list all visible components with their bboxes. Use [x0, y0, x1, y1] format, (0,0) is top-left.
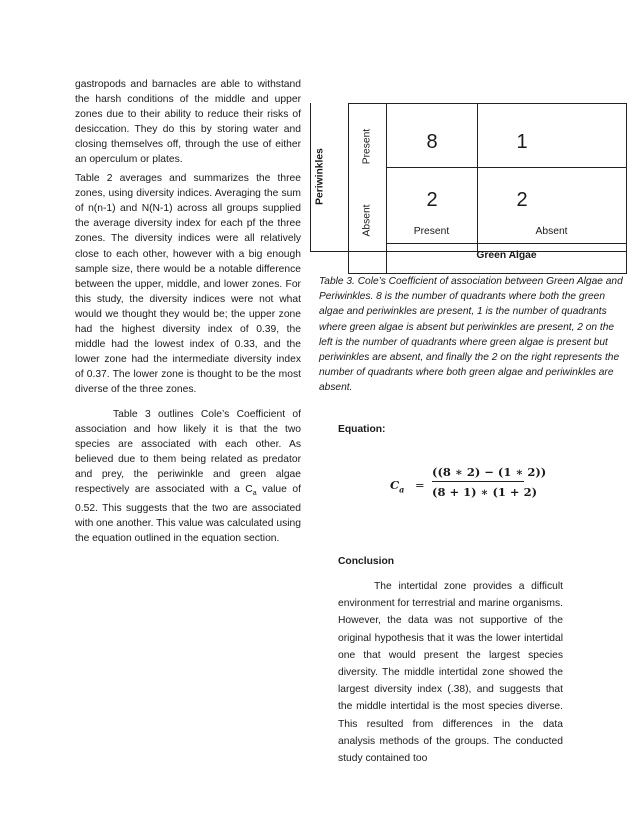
row-header-periwinkles: Periwinkles — [314, 148, 326, 205]
paragraph-desiccation: gastropods and barnacles are able to withstand the harsh conditions of the middle and upper zones due to their ability to reduce their risks of desiccation. They do this by storing water and closing themselves off, through the use of either an operculum or plates. — [75, 79, 301, 166]
table-caption: Table 3. Cole’s Coefficient of association between Green Algae and Periwinkles. 8 is the number of quadrants where both the green algae and periwinkles are present, 1 is the number of quadrants where green algae is absent but periwinkles are present, 2 on the left is the number of quadrants where green algae is present but periwinkles are absent, and finally the 2 on the right represents the number of quadrants where both green algae and periwinkles are absent. — [319, 276, 623, 394]
cell-present-present: 8 — [426, 131, 438, 153]
equation-numerator: ((8 ∗ 2) − (1 ∗ 2)) — [432, 465, 524, 482]
equation-equals: = — [415, 478, 425, 492]
equation-lhs: $C_a$ — [390, 478, 405, 495]
paragraph-table2-summary: Table 2 averages and summarizes the three zones, using diversity indices. Averaging the sum of n(n-1) and N(N-1) across all groups supplied the average diversity index for each pf the three zones. The diversity indices were all relatively close to each other, however with a big enough sample size, there would be a notable difference between the upper, middle, and lower zones. For this study, the diversity indices were not what would we thought they would be; the upper zone had the highest diversity index of 0.39, the middle had the lowest index of 0.33, and the lower zone had the intermediate diversity index of 0.37. The lower zone is thought to be the most diverse of the three zones. — [75, 173, 301, 395]
left-column — [75, 77, 301, 550]
cell-present-absent: 2 — [426, 189, 438, 211]
equation-denominator: (8 + 1) ∗ (1 + 2) — [432, 485, 538, 499]
col-header-green-algae: Green Algae — [476, 250, 537, 261]
equation-label: Equation: — [338, 424, 386, 435]
cell-absent-present: 1 — [516, 131, 528, 153]
row-label-present: Present — [361, 128, 373, 165]
col-label-present: Present — [413, 226, 450, 237]
paragraph-table3-summary: Table 3 outlines Cole’s Coefficient of association and how likely it is that the two species are associated with each other. As believed due to them being related as predator and prey, the periwinkle and green algae respectively are associated with a $C_a$ value of 0.52. This suggests that the two are associated with one another. This value was calculated using the equation outlined in the equation section. — [75, 408, 301, 545]
coles-coefficient-table — [310, 103, 627, 273]
row-label-absent: Absent — [361, 204, 373, 237]
conclusion-heading: Conclusion — [338, 556, 395, 567]
col-label-absent: Absent — [535, 226, 568, 237]
conclusion-paragraph: The intertidal zone provides a difficult environment for terrestrial and marine organisms. However, the data was not supportive of the original hypothesis that it was the lower intertidal one that would present the largest species diversity. The middle intertidal zone showed the largest diversity index (.38), and suggests that the middle intertidal is the most species diverse. This resulted from differences in the data analysis methods of the groups. The conducted study contained too — [338, 581, 563, 765]
cell-absent-absent: 2 — [516, 189, 528, 211]
equation-fraction — [432, 465, 547, 499]
